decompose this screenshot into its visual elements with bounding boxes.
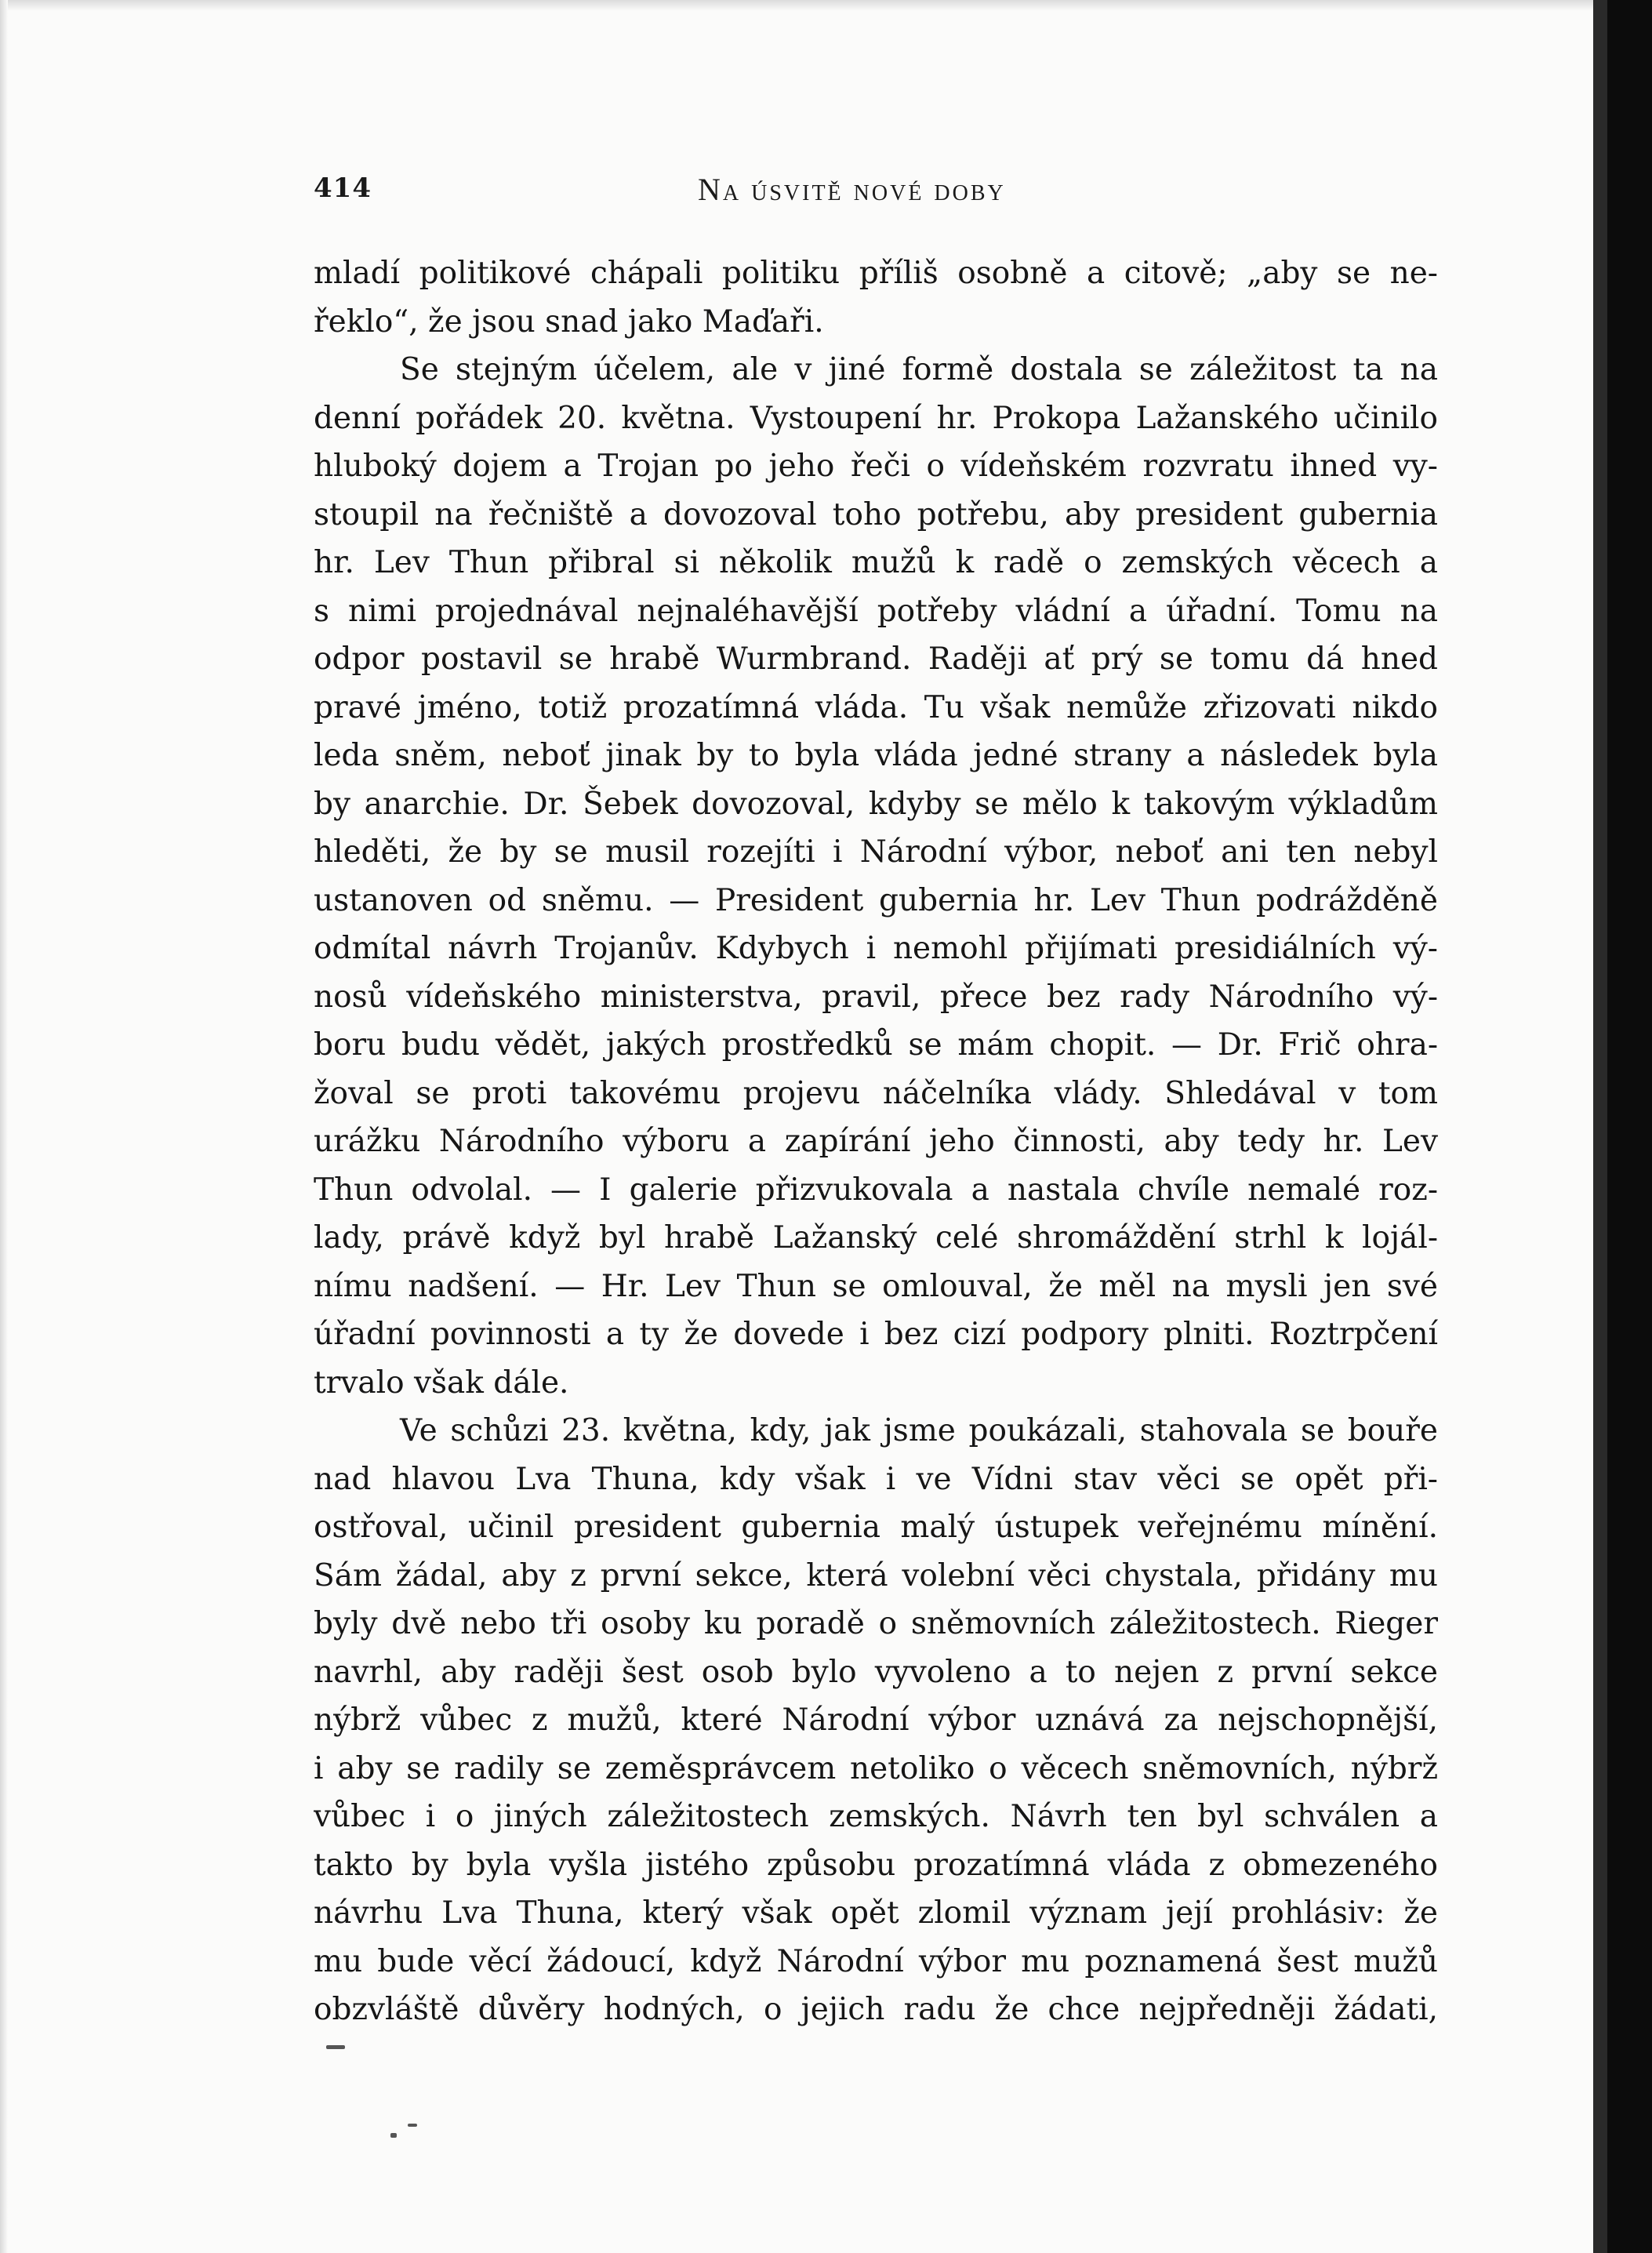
text-line: vůbec i o jiných záležitostech zemských. Návrh ten byl schválen a [314,1799,1438,1834]
text-line: leda sněm, neboť jinak by to byla vláda jedné strany a následek byla [314,738,1438,773]
scan-speck [408,2124,417,2127]
paragraph-3 [314,1407,1438,2034]
text-line: ostřoval, učinil president gubernia malý ústupek veřejnému mínění. [314,1510,1438,1545]
text-line: boru budu vědět, jakých prostředků se mám chopit. — Dr. Frič ohra- [314,1027,1438,1063]
text-line: Sám žádal, aby z první sekce, která volební věci chystala, přidány mu [314,1557,1438,1593]
scan-speck [390,2133,397,2138]
text-line: odpor postavil se hrabě Wurmbrand. Raději ať prý se tomu dá hned [314,641,1438,677]
text-line: řeklo“, že jsou snad jako Maďaři. [314,303,824,340]
text-line: hleděti, že by se musil rozejíti i Národní výbor, neboť ani ten nebyl [314,834,1438,870]
text-line: pravé jméno, totiž prozatímná vláda. Tu však nemůže zřizovati nikdo [314,689,1438,725]
text-line: nad hlavou Lva Thuna, kdy však i ve Vídni stav věci se opět při- [314,1461,1438,1497]
running-title: Na úsvitě nové doby [698,172,1006,207]
text-line: stoupil na řečniště a dovozoval toho potřebu, aby president gubernia [314,496,1438,532]
text-line: denní pořádek 20. května. Vystoupení hr. Prokopa Lažanského učinilo [314,400,1438,436]
paragraph-1 [314,249,1438,346]
paragraph-2 [314,346,1438,1407]
text-line: odmítal návrh Trojanův. Kdybych i nemohl přijímati presidiálních vý- [314,931,1438,966]
text-line: žoval se proti takovému projevu náčelníka vlády. Shledával v tom [314,1075,1438,1111]
text-line: Se stejným účelem, ale v jiné formě dostala se záležitost ta na [400,352,1438,387]
text-line: takto by byla vyšla jistého způsobu prozatímná vláda z obmezeného [314,1847,1438,1883]
text-line: byly dvě nebo tři osoby ku poradě o sněmovních záležitostech. Rieger [314,1606,1438,1641]
body-text [314,249,1438,2034]
page-number: 414 [314,173,372,204]
text-line: mladí politikové chápali politiku příliš osobně a citově; „aby se ne- [314,256,1438,291]
scan-speck [326,2045,345,2049]
text-line: lady, právě když byl hrabě Lažanský celé shromáždění strhl k lojál- [314,1220,1438,1256]
text-line: návrhu Lva Thuna, který však opět zlomil význam její prohlásiv: že [314,1895,1438,1931]
text-line: by anarchie. Dr. Šebek dovozoval, kdyby se mělo k takovým výkladům [314,786,1438,822]
text-line: hr. Lev Thun přibral si několik mužů k radě o zemských věcech a [314,545,1438,580]
text-line: Thun odvolal. — I galerie přizvukovala a nastala chvíle nemalé roz- [314,1172,1438,1208]
scan-edge-top [0,0,1607,11]
text-line: nosů vídeňského ministerstva, pravil, přece bez rady Národního vý- [314,979,1438,1015]
text-line: urážku Národního výboru a zapírání jeho činnosti, aby tedy hr. Lev [314,1124,1438,1159]
scan-edge-left [0,0,8,2253]
text-line: ustanoven od sněmu. — President gubernia hr. Lev Thun podrážděně [314,882,1438,918]
text-line: i aby se radily se zeměsprávcem netoliko o věcech sněmovních, nýbrž [314,1750,1438,1786]
page-header [314,165,1438,212]
text-line: mu bude věcí žádoucí, když Národní výbor mu poznamená šest mužů [314,1943,1438,1979]
text-line: trvalo však dále. [314,1365,569,1401]
text-line: Ve schůzi 23. května, kdy, jak jsme poukázali, stahovala se bouře [400,1413,1438,1448]
text-line: nýbrž vůbec z mužů, které Národní výbor uznává za nejschopnější, [314,1702,1438,1738]
text-line: úřadní povinnosti a ty že dovede i bez cizí podpory plniti. Roztrpčení [314,1317,1438,1352]
text-line: hluboký dojem a Trojan po jeho řeči o vídeňském rozvratu ihned vy- [314,449,1438,484]
text-line: obzvláště důvěry hodných, o jejich radu že chce nejpředněji žádati, [314,1992,1438,2027]
text-line: navrhl, aby raději šest osob bylo vyvoleno a to nejen z první sekce [314,1654,1438,1690]
scan-edge-right [1607,0,1652,2253]
text-line: nímu nadšení. — Hr. Lev Thun se omlouval, že měl na mysli jen své [314,1268,1438,1304]
text-line: s nimi projednával nejnaléhavější potřeby vládní a úřadní. Tomu na [314,593,1438,629]
scan-edge-right-shadow [1593,0,1607,2253]
